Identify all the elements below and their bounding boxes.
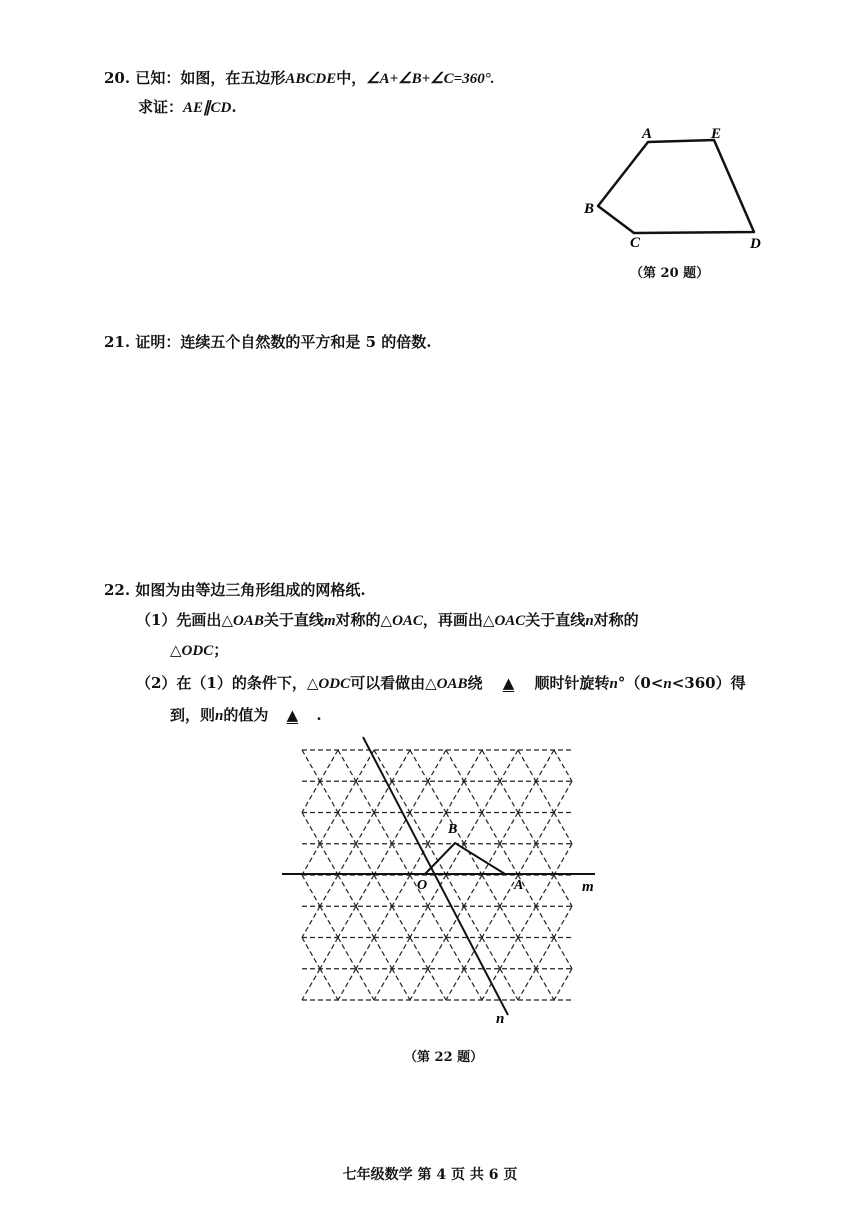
grid-line [464, 875, 482, 906]
q21-number: 21. [104, 333, 131, 351]
grid-line [374, 813, 392, 844]
q20-pentagon-name: ABCDE [285, 71, 337, 87]
grid-line [536, 875, 554, 906]
grid-line [464, 781, 482, 812]
grid-line [392, 844, 410, 875]
grid-line [500, 969, 518, 1000]
grid-line [464, 938, 482, 969]
q22-p2-odc: ODC [318, 676, 351, 692]
q22-p2-text: 顺时针旋转 [534, 674, 610, 692]
q20-number: 20. [104, 69, 131, 87]
grid-line [500, 813, 518, 844]
grid-line [302, 969, 320, 1000]
q22-intro-line [104, 580, 366, 600]
grid-line [338, 906, 356, 937]
grid-line [302, 875, 320, 906]
q22-p1-text: 关于直线 [263, 611, 324, 629]
grid-line [356, 906, 374, 937]
q22-p1-text: ，再画出△ [422, 611, 495, 629]
grid-line [374, 875, 392, 906]
grid-line [320, 875, 338, 906]
grid-line [392, 875, 410, 906]
q22-line-n [363, 737, 508, 1015]
q22-p2-oab: OAB [436, 676, 468, 692]
q22-number: 22. [104, 581, 131, 599]
grid-line [338, 938, 356, 969]
grid-line [536, 781, 554, 812]
grid-line [518, 844, 536, 875]
grid-line [338, 781, 356, 812]
grid-line [410, 938, 428, 969]
q22-p2-text: （2）在（1）的条件下，△ [136, 674, 319, 692]
grid-line [410, 813, 428, 844]
grid-line [428, 781, 446, 812]
q22-intro: 如图为由等边三角形组成的网格纸. [135, 581, 366, 599]
grid-line [482, 938, 500, 969]
q22-part1-line2 [170, 640, 228, 661]
grid-line [554, 938, 572, 969]
q22-p2-text: 的值为 [223, 706, 269, 724]
grid-line [536, 750, 554, 781]
q22-label-b: B [448, 822, 458, 837]
grid-line [320, 813, 338, 844]
grid-line [554, 969, 572, 1000]
grid-line [464, 750, 482, 781]
grid-line [320, 844, 338, 875]
q22-label-a: A [514, 878, 524, 893]
q22-p1-text: 对称的△ [335, 611, 393, 629]
q22-p2-text: 可以看做由△ [350, 674, 437, 692]
grid-line [482, 750, 500, 781]
grid-line [518, 750, 536, 781]
grid-line [302, 750, 320, 781]
q22-p1-oac: OAC [494, 613, 526, 629]
q20-text-c: 中， [336, 69, 367, 87]
grid-line [536, 906, 554, 937]
grid-line [464, 813, 482, 844]
grid-line [500, 906, 518, 937]
q20-prove-label: 求证： [138, 98, 184, 116]
grid-line [518, 781, 536, 812]
grid-line [338, 875, 356, 906]
q22-p1-odc: ODC [181, 643, 214, 659]
grid-line [482, 906, 500, 937]
grid-line [320, 781, 338, 812]
q20-caption: （第 20 题） [630, 266, 710, 281]
grid-line [500, 750, 518, 781]
q20-label-d: D [750, 236, 761, 252]
grid-line [374, 938, 392, 969]
grid-line [356, 813, 374, 844]
q20-label-c: C [630, 235, 641, 251]
q22-p1-oab: OAB [232, 613, 264, 629]
q22-p1-triangle: △ [170, 641, 182, 659]
q22-p1-m: m [323, 613, 336, 629]
grid-line [374, 969, 392, 1000]
grid-line [518, 813, 536, 844]
grid-line [374, 906, 392, 937]
grid-line [428, 750, 446, 781]
q20-label-e: E [711, 126, 722, 142]
q22-p1-n: n [585, 613, 594, 629]
q22-p1-text: 对称的 [593, 611, 639, 629]
grid-line [428, 906, 446, 937]
grid-line [356, 969, 374, 1000]
grid-line [338, 750, 356, 781]
q22-label-o: O [417, 878, 428, 893]
grid-line [428, 813, 446, 844]
q20-pentagon [598, 140, 754, 233]
grid-line [410, 750, 428, 781]
q21-line [104, 332, 431, 352]
q20-label-a: A [642, 126, 653, 142]
grid-line [320, 750, 338, 781]
grid-line [428, 844, 446, 875]
q22-label-n: n [496, 1011, 505, 1027]
q22-p2-text: °（0< [617, 674, 664, 692]
grid-line [392, 750, 410, 781]
grid-line [482, 813, 500, 844]
q20-angle-sum: ∠A+∠B+∠C=360°. [366, 71, 495, 87]
q22-answer-blank-n[interactable]: ▲ [286, 706, 299, 724]
grid-line [554, 813, 572, 844]
grid-line [356, 844, 374, 875]
grid-line [536, 844, 554, 875]
grid-line [464, 844, 482, 875]
grid-line [338, 813, 356, 844]
grid-line [446, 750, 464, 781]
q20-pentagon-figure [570, 118, 770, 258]
grid-line [392, 906, 410, 937]
q22-p2-period: . [316, 706, 322, 724]
grid-line [428, 969, 446, 1000]
grid-line [392, 969, 410, 1000]
q22-part2-line2 [170, 705, 322, 726]
grid-line [518, 969, 536, 1000]
q22-triangle-grid-figure [270, 735, 610, 1035]
grid-line [428, 938, 446, 969]
grid-line [392, 938, 410, 969]
grid-line [410, 906, 428, 937]
q20-period: . [231, 98, 237, 116]
grid-line [410, 844, 428, 875]
grid-line [554, 750, 572, 781]
grid-line [320, 906, 338, 937]
q22-answer-blank-center[interactable]: ▲ [502, 674, 515, 692]
grid-line [518, 938, 536, 969]
grid-line [338, 844, 356, 875]
q22-p1-text: 关于直线 [525, 611, 586, 629]
grid-line [410, 969, 428, 1000]
q22-p2-text: 绕 [467, 674, 483, 692]
grid-line [536, 938, 554, 969]
grid-line [302, 938, 320, 969]
q22-p1-oac: OAC [392, 613, 423, 629]
grid-line [500, 938, 518, 969]
grid-line [320, 969, 338, 1000]
grid-line [320, 938, 338, 969]
grid-line [356, 781, 374, 812]
grid-line [374, 844, 392, 875]
q22-part2-line1 [136, 673, 746, 694]
grid-line [536, 813, 554, 844]
q20-line1 [104, 68, 494, 89]
grid-line [518, 906, 536, 937]
q21-text: 证明：连续五个自然数的平方和是 5 的倍数. [135, 333, 432, 351]
q22-p1-semicolon: ； [213, 641, 229, 659]
grid-line [482, 781, 500, 812]
q22-p2-text: 到，则 [170, 706, 216, 724]
q20-text-a: 已知：如图，在五边形 [135, 69, 286, 87]
grid-line [464, 969, 482, 1000]
grid-line [446, 781, 464, 812]
grid-line [536, 969, 554, 1000]
grid-line [356, 938, 374, 969]
grid-line [302, 813, 320, 844]
q22-p2-text: <360）得 [671, 674, 746, 692]
grid-line [554, 844, 572, 875]
q22-p2-n: n [663, 676, 672, 692]
q22-label-m: m [582, 879, 594, 895]
grid-line [302, 906, 320, 937]
grid-line [446, 906, 464, 937]
grid-line [500, 844, 518, 875]
grid-line [554, 781, 572, 812]
q20-line2 [138, 97, 237, 118]
grid-line [554, 906, 572, 937]
grid-line [338, 969, 356, 1000]
q22-p2-n: n [215, 708, 224, 724]
q22-part1-line1 [136, 610, 639, 631]
q20-prove-statement: AE∥CD [183, 100, 232, 116]
grid-line [446, 969, 464, 1000]
grid-line [302, 781, 320, 812]
grid-line [554, 875, 572, 906]
q22-p2-n: n [609, 676, 618, 692]
grid-line [446, 938, 464, 969]
grid-line [500, 781, 518, 812]
grid-line [302, 844, 320, 875]
grid-line [410, 781, 428, 812]
grid-line [464, 906, 482, 937]
q20-label-b: B [584, 201, 595, 217]
grid-line [482, 875, 500, 906]
grid-line [392, 813, 410, 844]
page-footer: 七年级数学 第 4 页 共 6 页 [342, 1167, 518, 1183]
q22-caption: （第 22 题） [404, 1050, 484, 1065]
grid-line [356, 875, 374, 906]
q22-p1-text: （1）先画出△ [136, 611, 233, 629]
